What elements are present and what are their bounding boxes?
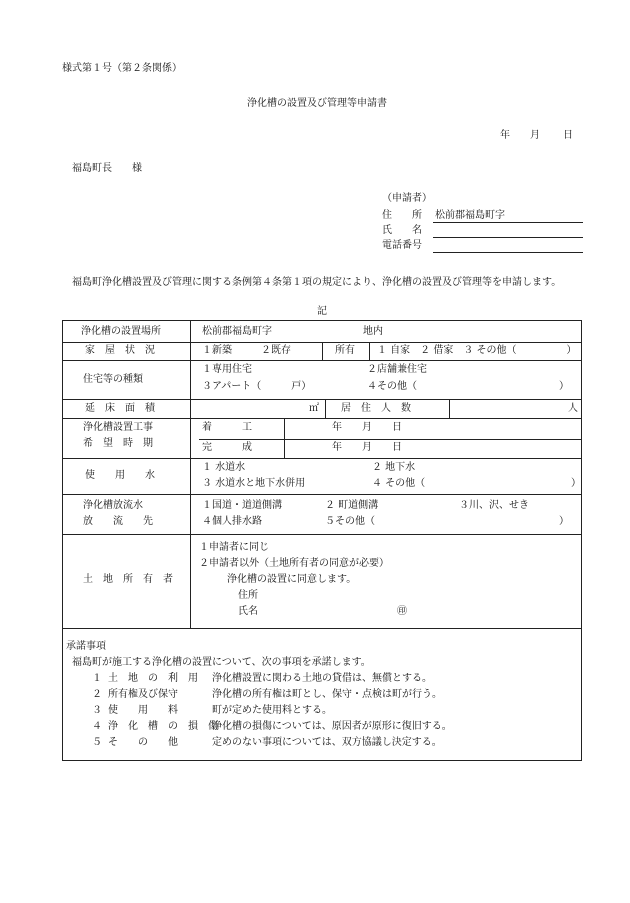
house-option-existing[interactable]: ２既存 bbox=[261, 345, 291, 356]
consent-item-num: １ bbox=[92, 673, 102, 684]
discharge-label-2: 放 流 先 bbox=[83, 516, 153, 527]
residents-label: 居 住 人 数 bbox=[341, 403, 411, 414]
location-label: 浄化槽の設置場所 bbox=[81, 326, 161, 337]
water-label: 使 用 水 bbox=[85, 470, 155, 481]
location-value[interactable]: 松前郡福島町字 bbox=[202, 326, 272, 337]
location-suffix: 地内 bbox=[363, 326, 383, 337]
schedule-label-2: 希 望 時 期 bbox=[83, 438, 153, 449]
ownership-label: 所有 bbox=[335, 345, 355, 356]
residence-option-2[interactable]: ２店舗兼住宅 bbox=[367, 364, 427, 375]
residence-option-4[interactable]: ４その他（ bbox=[367, 381, 417, 392]
schedule-start-date[interactable]: 年 月 日 bbox=[332, 422, 402, 433]
applicant-heading: （申請者） bbox=[382, 193, 432, 204]
residence-option-1[interactable]: １専用住宅 bbox=[202, 364, 252, 375]
seal-mark: ㊞ bbox=[397, 606, 407, 617]
discharge-option-4[interactable]: ４個人排水路 bbox=[202, 516, 262, 527]
addressee: 福島町長 様 bbox=[72, 163, 142, 174]
date-day-label: 日 bbox=[563, 130, 573, 141]
consent-item-text: 定めのない事項については、双方協議し決定する。 bbox=[212, 737, 442, 748]
date-year-label: 年 bbox=[500, 130, 510, 141]
residents-unit: 人 bbox=[568, 403, 578, 414]
schedule-finish-date[interactable]: 年 月 日 bbox=[332, 442, 402, 453]
consent-item-text: 浄化槽の損傷については、原因者が原形に復旧する。 bbox=[212, 721, 452, 732]
applicant-phone-line[interactable] bbox=[433, 252, 583, 253]
consent-heading: 承諾事項 bbox=[66, 641, 106, 652]
schedule-finish-label: 完 成 bbox=[202, 442, 252, 453]
residence-type-label: 住宅等の種類 bbox=[83, 374, 143, 385]
application-form-table bbox=[62, 320, 582, 761]
applicant-address-label: 住 所 bbox=[382, 210, 422, 221]
applicant-address-line bbox=[433, 222, 583, 223]
consent-item-title: そ の 他 bbox=[108, 737, 178, 748]
water-option-1[interactable]: １ 水道水 bbox=[202, 462, 246, 473]
applicant-phone-label: 電話番号 bbox=[382, 240, 422, 251]
consent-intro: 福島町が施工する浄化槽の設置について、次の事項を承諾します。 bbox=[72, 657, 371, 668]
applicant-name-label: 氏 名 bbox=[382, 225, 422, 236]
consent-item-text: 浄化槽の所有権は町とし、保守・点検は町が行う。 bbox=[212, 689, 442, 700]
form-number: 様式第１号（第２条関係） bbox=[62, 63, 182, 74]
floor-area-unit: ㎡ bbox=[309, 403, 319, 414]
intro-text: 福島町浄化槽設置及び管理に関する条例第４条第１項の規定により、浄化槽の設置及び管理等を申請します。 bbox=[72, 277, 562, 288]
house-option-new[interactable]: １新築 bbox=[202, 345, 232, 356]
applicant-address-value[interactable]: 松前郡福島町字 bbox=[435, 210, 505, 221]
water-option-3[interactable]: ３ 水道水と地下水併用 bbox=[202, 478, 306, 489]
discharge-option-5[interactable]: ５その他（ bbox=[325, 516, 375, 527]
consent-item-num: ３ bbox=[92, 705, 102, 716]
consent-item-text: 浄化槽設置に関わる土地の貸借は、無償とする。 bbox=[212, 673, 432, 684]
date-month-label: 月 bbox=[530, 130, 540, 141]
residence-option-3[interactable]: ３アパート（ 戸） bbox=[202, 381, 312, 392]
water-option-4[interactable]: ４ その他（ bbox=[372, 478, 426, 489]
consent-item-num: ４ bbox=[92, 721, 102, 732]
consent-item-title: 土 地 の 利 用 bbox=[108, 673, 198, 684]
landowner-address-label: 住所 bbox=[238, 590, 258, 601]
discharge-label-1: 浄化槽放流水 bbox=[83, 500, 143, 511]
consent-item-num: ２ bbox=[92, 689, 102, 700]
discharge-option-1[interactable]: １国道・道道側溝 bbox=[202, 500, 282, 511]
landowner-line-1[interactable]: １申請者に同じ bbox=[199, 542, 269, 553]
floor-area-label: 延 床 面 積 bbox=[85, 403, 155, 414]
consent-item-title: 使 用 料 bbox=[108, 705, 178, 716]
discharge-option-3[interactable]: ３川、沢、せき bbox=[459, 500, 529, 511]
ownership-options[interactable]: １ 自家 ２ 借家 ３ その他（ ） bbox=[377, 345, 577, 356]
document-title: 浄化槽の設置及び管理等申請書 bbox=[247, 98, 387, 109]
applicant-name-line[interactable] bbox=[433, 237, 583, 238]
landowner-line-2[interactable]: ２申請者以外（土地所有者の同意が必要） bbox=[199, 558, 389, 569]
consent-item-title: 所有権及び保守 bbox=[108, 689, 178, 700]
house-status-label: 家 屋 状 況 bbox=[85, 345, 155, 356]
landowner-label: 土 地 所 有 者 bbox=[83, 574, 173, 585]
consent-item-num: ５ bbox=[92, 737, 102, 748]
schedule-label-1: 浄化槽設置工事 bbox=[83, 422, 153, 433]
discharge-option-2[interactable]: ２ 町道側溝 bbox=[325, 500, 379, 511]
landowner-line-3: 浄化槽の設置に同意します。 bbox=[227, 574, 357, 585]
discharge-close-paren: ） bbox=[559, 516, 569, 527]
water-option-2[interactable]: ２ 地下水 bbox=[372, 462, 416, 473]
water-close-paren: ） bbox=[571, 478, 581, 489]
residence-close-paren: ） bbox=[559, 381, 569, 392]
consent-item-text: 町が定めた使用料とする。 bbox=[212, 705, 332, 716]
ki-heading: 記 bbox=[317, 306, 327, 317]
schedule-start-label: 着 工 bbox=[202, 422, 252, 433]
consent-item-title: 浄 化 槽 の 損 傷 bbox=[108, 721, 218, 732]
landowner-name-label: 氏名 bbox=[238, 606, 258, 617]
